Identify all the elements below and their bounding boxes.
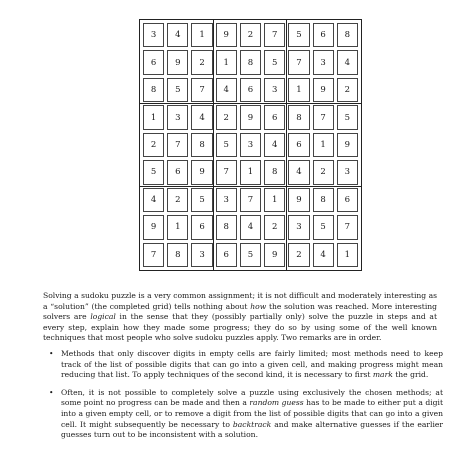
sudoku-cell: 7 — [216, 160, 237, 184]
sudoku-cell: 2 — [240, 23, 261, 47]
sudoku-cell: 6 — [143, 50, 164, 74]
sudoku-cell: 3 — [313, 50, 334, 74]
sudoku-row — [143, 160, 358, 184]
sudoku-cell: 4 — [264, 133, 285, 157]
sudoku-cell: 2 — [337, 78, 358, 102]
sudoku-cell: 8 — [167, 243, 188, 268]
paragraph-text-2: the solution was reached. More interesting solvers are — [43, 301, 437, 322]
bullet-text: Often, it is not possible to completely solve a puzzle using exclusively the chosen methods; at some point no progress can be made and then a — [61, 387, 443, 408]
sudoku-cell: 9 — [143, 215, 164, 239]
sudoku-cell: 6 — [337, 188, 358, 212]
sudoku-cell: 3 — [191, 243, 212, 268]
sudoku-cell: 3 — [337, 160, 358, 184]
sudoku-cell: 8 — [240, 50, 261, 74]
sudoku-cell: 6 — [240, 78, 261, 102]
sudoku-row — [143, 23, 358, 47]
bullet-emphasis: random guess — [249, 398, 304, 408]
sudoku-cell: 2 — [191, 50, 212, 74]
sudoku-cell: 8 — [191, 133, 212, 157]
sudoku-cell: 4 — [216, 78, 237, 102]
sudoku-cell: 3 — [216, 188, 237, 212]
sudoku-cell: 4 — [240, 215, 261, 239]
bullet-text: has to be made to either put a digit into a given empty cell, or to remove a digit from the list of possible digits that can go into a given cell. It might subsequently be necessary to — [61, 398, 443, 429]
sudoku-row — [143, 215, 358, 239]
sudoku-cell: 1 — [216, 50, 237, 74]
bullet-icon: • — [49, 387, 54, 397]
sudoku-cell: 1 — [167, 215, 188, 239]
sudoku-cell: 9 — [313, 78, 334, 102]
sudoku-cell: 4 — [313, 243, 334, 268]
sudoku-cell: 3 — [167, 105, 188, 129]
sudoku-cell: 8 — [264, 160, 285, 184]
bullet-emphasis: mark — [372, 370, 393, 380]
sudoku-cell: 5 — [313, 215, 334, 239]
sudoku-cell: 6 — [288, 133, 309, 157]
sudoku-cell: 3 — [240, 133, 261, 157]
sudoku-cell: 6 — [264, 105, 285, 129]
sudoku-cell: 8 — [216, 215, 237, 239]
box-divider-horizontal-2 — [140, 186, 361, 187]
sudoku-cell: 7 — [264, 23, 285, 47]
box-divider-vertical-1 — [213, 20, 214, 270]
bullet-emphasis: backtrack — [232, 419, 272, 429]
sudoku-cell: 7 — [191, 78, 212, 102]
bullet-text: the grid. — [392, 370, 429, 380]
sudoku-row — [143, 50, 358, 74]
sudoku-cell: 3 — [264, 78, 285, 102]
sudoku-row — [143, 78, 358, 102]
sudoku-cell: 1 — [191, 23, 212, 47]
sudoku-cell: 9 — [264, 243, 285, 268]
sudoku-cell: 8 — [143, 78, 164, 102]
sudoku-cell: 6 — [191, 215, 212, 239]
sudoku-cell: 6 — [313, 23, 334, 47]
sudoku-cell: 5 — [337, 105, 358, 129]
sudoku-cell: 2 — [216, 105, 237, 129]
sudoku-cell: 9 — [288, 188, 309, 212]
sudoku-cell: 7 — [167, 133, 188, 157]
sudoku-cell: 9 — [216, 23, 237, 47]
paragraph-emphasis-how: how — [250, 301, 267, 311]
sudoku-cell: 7 — [337, 215, 358, 239]
sudoku-cell: 8 — [313, 188, 334, 212]
sudoku-cell: 4 — [191, 105, 212, 129]
sudoku-cell: 1 — [313, 133, 334, 157]
sudoku-row — [143, 243, 358, 268]
sudoku-cell: 5 — [216, 133, 237, 157]
box-divider-vertical-2 — [286, 20, 287, 270]
sudoku-cell: 7 — [240, 188, 261, 212]
sudoku-cell: 3 — [143, 23, 164, 47]
sudoku-table — [140, 20, 361, 270]
sudoku-cell: 7 — [313, 105, 334, 129]
sudoku-cell: 5 — [167, 78, 188, 102]
sudoku-cell: 2 — [288, 243, 309, 268]
sudoku-row — [143, 188, 358, 212]
sudoku-cell: 9 — [191, 160, 212, 184]
bullet-text: Methods that only discover digits in empty cells are fairly limited; most methods need to keep track of the list of possible digits that can go into a given cell, and making progress might mean reducing that list. To apply techniques of the second kind, it is necessary to first — [61, 349, 443, 380]
bullet-text: and make alternative guesses if the earlier guesses turn out to be inconsistent with a solution. — [61, 419, 443, 440]
bullet-icon: • — [49, 349, 54, 358]
sudoku-cell: 9 — [337, 133, 358, 157]
sudoku-cell: 1 — [240, 160, 261, 184]
sudoku-cell: 2 — [143, 133, 164, 157]
sudoku-cell: 8 — [337, 23, 358, 47]
sudoku-cell: 9 — [240, 105, 261, 129]
sudoku-cell: 1 — [264, 188, 285, 212]
sudoku-cell: 4 — [167, 23, 188, 47]
sudoku-cell: 7 — [143, 243, 164, 268]
sudoku-cell: 2 — [313, 160, 334, 184]
sudoku-cell: 2 — [264, 215, 285, 239]
sudoku-grid — [139, 19, 362, 271]
sudoku-row — [143, 105, 358, 129]
remarks-list — [43, 349, 443, 448]
sudoku-cell: 5 — [240, 243, 261, 268]
sudoku-cell: 4 — [337, 50, 358, 74]
list-item — [43, 349, 443, 381]
sudoku-cell: 5 — [191, 188, 212, 212]
sudoku-cell: 7 — [288, 50, 309, 74]
sudoku-cell: 2 — [167, 188, 188, 212]
sudoku-cell: 5 — [288, 23, 309, 47]
list-item — [43, 388, 443, 441]
sudoku-cell: 1 — [337, 243, 358, 268]
sudoku-cell: 3 — [288, 215, 309, 239]
sudoku-cell: 8 — [288, 105, 309, 129]
sudoku-cell: 6 — [216, 243, 237, 268]
sudoku-cell: 4 — [143, 188, 164, 212]
box-divider-horizontal-1 — [140, 103, 361, 104]
sudoku-cell: 4 — [288, 160, 309, 184]
sudoku-cell: 5 — [264, 50, 285, 74]
sudoku-cell: 1 — [143, 105, 164, 129]
paragraph-emphasis-logical: logical — [90, 312, 116, 322]
sudoku-cell: 1 — [288, 78, 309, 102]
intro-paragraph — [43, 291, 437, 344]
paragraph-text-3: in the sense that they (possibly partially only) solve the puzzle in steps and at every step, explain how they made some progress; they do so by using some of the well known techniques that most people who solve sudoku puzzles apply. Two remarks are in order. — [43, 312, 438, 343]
paragraph-text-1: Solving a sudoku puzzle is a very common assignment; it is not difficult and moderately interesting as a “solution” (the completed grid) tells nothing about — [43, 291, 437, 311]
sudoku-row — [143, 133, 358, 157]
sudoku-cell: 5 — [143, 160, 164, 184]
sudoku-cell: 9 — [167, 50, 188, 74]
sudoku-cell: 6 — [167, 160, 188, 184]
